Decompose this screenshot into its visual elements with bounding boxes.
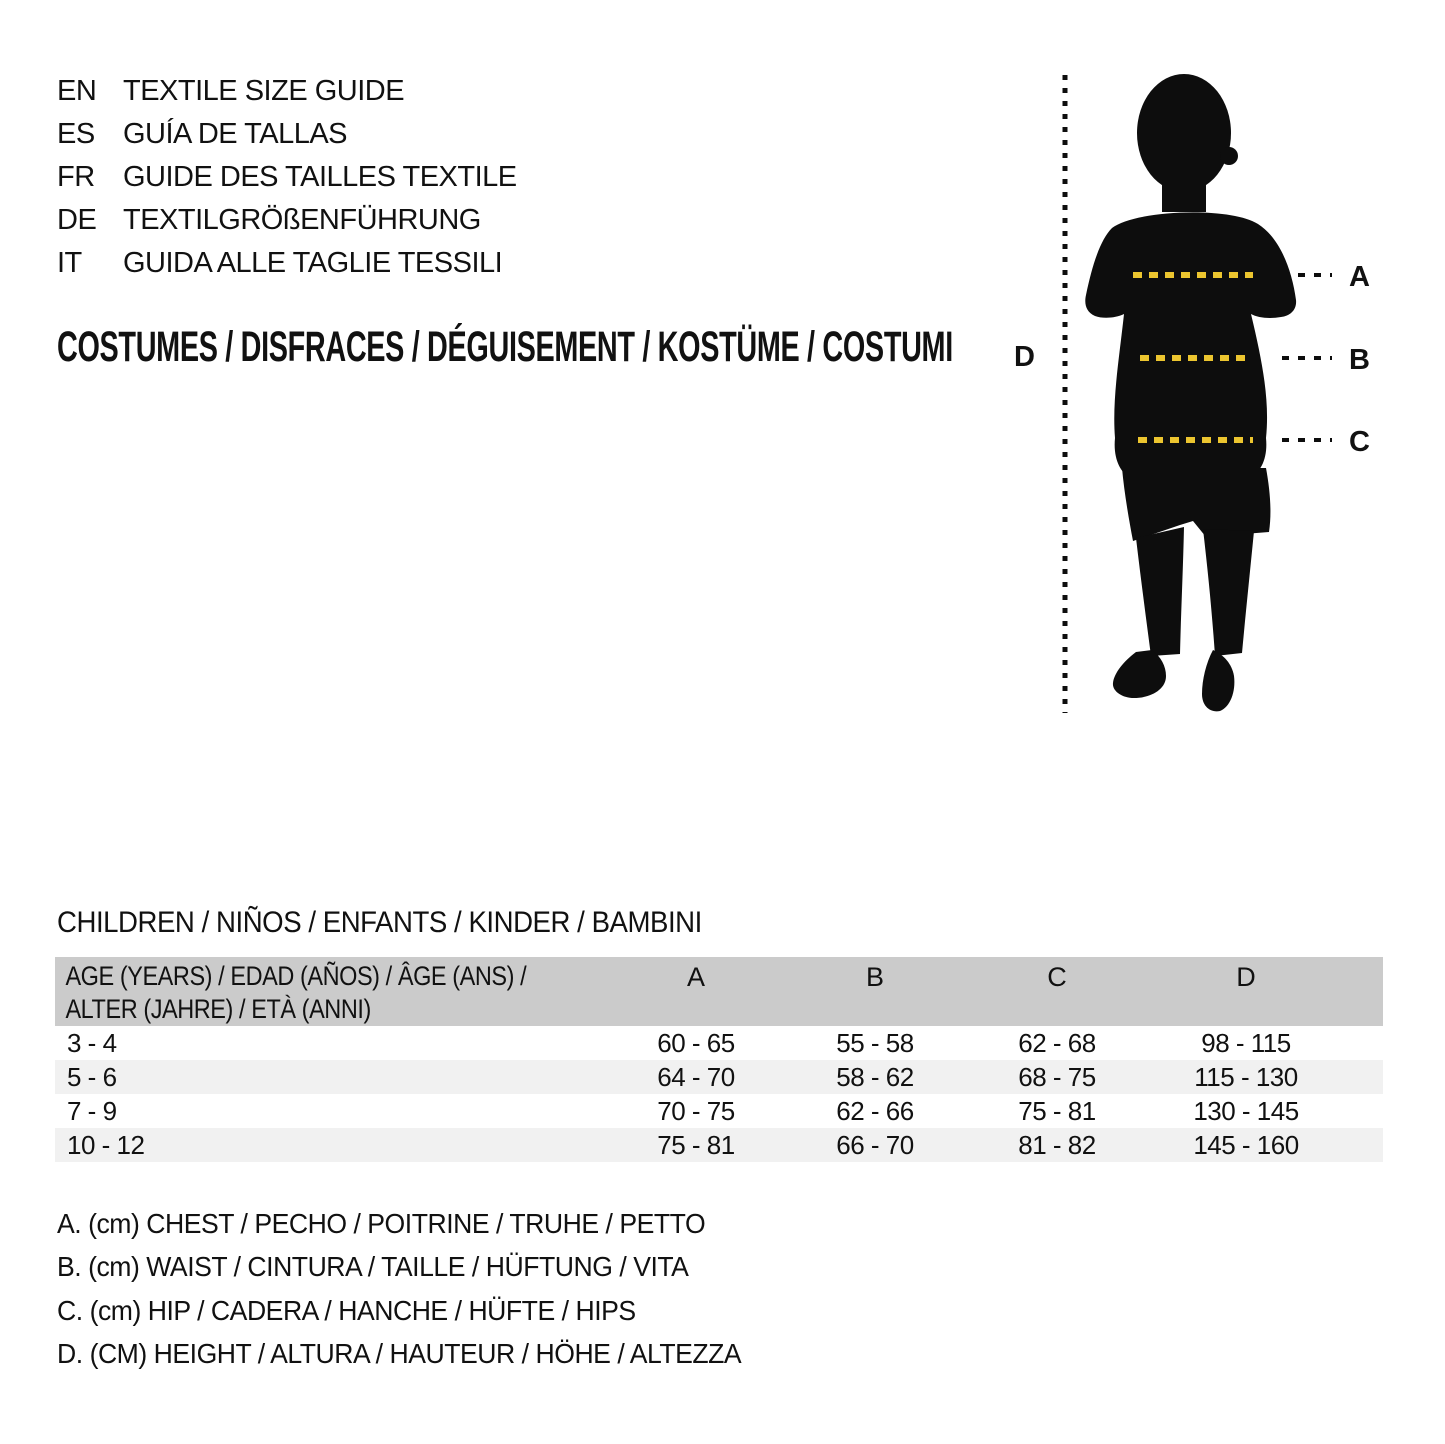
legend-line-hip: C. (cm) HIP / CADERA / HANCHE / HÜFTE / HIPS	[57, 1294, 636, 1326]
language-code: ES	[57, 118, 95, 150]
language-code: DE	[57, 204, 97, 236]
cell-age: 5 - 6	[67, 1062, 117, 1092]
language-label: GUIDE DES TAILLES TEXTILE	[123, 161, 517, 193]
legend-line-height: D. (CM) HEIGHT / ALTURA / HAUTEUR / HÖHE / ALTEZZA	[57, 1338, 742, 1370]
language-label: GUÍA DE TALLAS	[123, 118, 348, 150]
cell-b: 66 - 70	[836, 1130, 914, 1160]
cell-b: 62 - 66	[836, 1096, 914, 1126]
label-b: B	[1349, 344, 1370, 376]
language-row	[57, 199, 517, 242]
label-a: A	[1349, 261, 1370, 293]
language-label: TEXTILE SIZE GUIDE	[123, 75, 405, 107]
table-header-row	[55, 957, 1383, 1026]
cell-b: 58 - 62	[836, 1062, 914, 1092]
language-row	[57, 242, 517, 285]
language-code: FR	[57, 161, 95, 193]
column-header-d: D	[1236, 962, 1256, 992]
category-title: COSTUMES / DISFRACES / DÉGUISEMENT / KOSTÜME / COSTUMI	[57, 323, 953, 371]
cell-c: 75 - 81	[1018, 1096, 1096, 1126]
column-header-c: C	[1047, 962, 1067, 992]
age-column-header	[55, 957, 535, 1026]
cell-c: 62 - 68	[1018, 1028, 1096, 1058]
figure-area	[1000, 60, 1390, 720]
table-row	[55, 1060, 1383, 1094]
language-row	[57, 156, 517, 199]
language-list	[57, 70, 517, 285]
cell-a: 75 - 81	[657, 1130, 735, 1160]
language-code: IT	[57, 247, 82, 279]
cell-age: 3 - 4	[67, 1028, 117, 1058]
cell-a: 64 - 70	[657, 1062, 735, 1092]
cell-age: 10 - 12	[67, 1130, 145, 1160]
size-table	[55, 957, 1383, 1162]
column-header-b: B	[865, 962, 884, 992]
language-row	[57, 113, 517, 156]
language-label: TEXTILGRÖßENFÜHRUNG	[123, 204, 481, 236]
label-c: C	[1349, 426, 1370, 458]
language-label: GUIDA ALLE TAGLIE TESSILI	[123, 247, 503, 279]
cell-b: 55 - 58	[836, 1028, 914, 1058]
measurement-legend	[57, 1202, 777, 1376]
cell-a: 70 - 75	[657, 1096, 735, 1126]
child-silhouette-icon	[1085, 74, 1296, 711]
language-code: EN	[57, 75, 97, 107]
cell-a: 60 - 65	[657, 1028, 735, 1058]
cell-c: 81 - 82	[1018, 1130, 1096, 1160]
label-d: D	[1014, 341, 1035, 373]
age-header-line2: ALTER (JAHRE) / ETÀ (ANNI)	[65, 994, 371, 1024]
table-row	[55, 1128, 1383, 1162]
cell-d: 130 - 145	[1193, 1096, 1299, 1126]
language-row	[57, 70, 517, 113]
cell-d: 115 - 130	[1194, 1062, 1298, 1092]
table-row	[55, 1026, 1383, 1060]
legend-line-chest: A. (cm) CHEST / PECHO / POITRINE / TRUHE / PETTO	[57, 1207, 706, 1239]
age-header-line1: AGE (YEARS) / EDAD (AÑOS) / ÂGE (ANS) /	[65, 961, 527, 991]
measurement-figure	[1000, 60, 1390, 720]
legend-line-waist: B. (cm) WAIST / CINTURA / TAILLE / HÜFTUNG / VITA	[57, 1251, 689, 1283]
cell-d: 145 - 160	[1193, 1130, 1299, 1160]
table-section-title: CHILDREN / NIÑOS / ENFANTS / KINDER / BAMBINI	[57, 906, 702, 939]
cell-c: 68 - 75	[1018, 1062, 1096, 1092]
cell-age: 7 - 9	[67, 1096, 117, 1126]
table-row	[55, 1094, 1383, 1128]
column-header-a: A	[686, 962, 705, 992]
cell-d: 98 - 115	[1201, 1028, 1291, 1058]
